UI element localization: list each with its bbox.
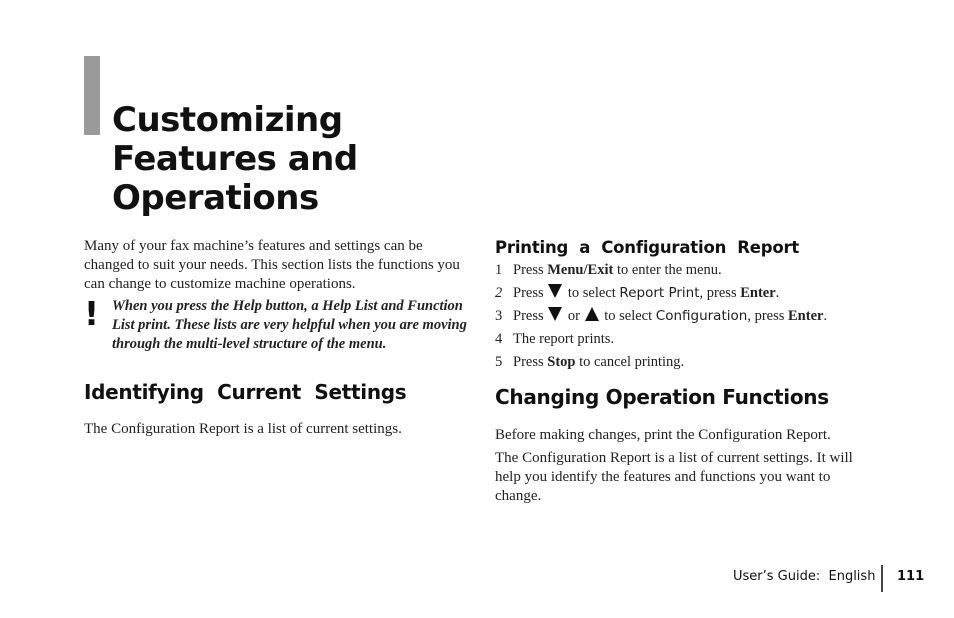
key-name: Menu/Exit bbox=[547, 262, 614, 278]
step-text: . bbox=[775, 285, 780, 301]
menu-option: Configuration bbox=[655, 308, 748, 324]
chapter-title-line: Features and bbox=[112, 139, 358, 179]
chapter-title-line: Customizing bbox=[112, 100, 343, 140]
step-text: to select bbox=[564, 285, 620, 301]
identifying-settings-body: The Configuration Report is a list of current settings. bbox=[84, 421, 402, 437]
identifying-settings-heading: Identifying Current Settings bbox=[84, 380, 407, 404]
key-name: Stop bbox=[547, 354, 576, 370]
step-text: The report prints. bbox=[513, 331, 615, 347]
page-number: 111 bbox=[897, 569, 925, 584]
step-text: to select bbox=[600, 308, 656, 324]
step-text: to cancel printing. bbox=[575, 354, 685, 370]
step-text: Press bbox=[513, 262, 548, 278]
step-number: 4 bbox=[495, 331, 503, 347]
chapter-title-line: Operations bbox=[112, 178, 319, 218]
step-item bbox=[495, 352, 827, 375]
up-arrow-key-icon bbox=[585, 307, 599, 321]
step-text: or bbox=[564, 308, 584, 324]
down-arrow-key-icon bbox=[548, 307, 562, 321]
step-item bbox=[495, 283, 827, 306]
printing-report-heading: Printing a Configuration Report bbox=[495, 238, 800, 257]
step-text: Press bbox=[513, 308, 548, 324]
step-text: Press bbox=[513, 354, 548, 370]
step-text: Press bbox=[513, 285, 548, 301]
footer-guide-label: User’s Guide: English bbox=[733, 569, 876, 584]
intro-paragraph: Many of your fax machine’s features and settings can be changed to suit your needs. This section lists the functions you can change to customize machine operations. bbox=[84, 238, 460, 292]
step-item bbox=[495, 329, 827, 352]
step-number: 2 bbox=[495, 285, 503, 301]
key-name: Enter bbox=[788, 308, 824, 324]
menu-option: Report Print bbox=[619, 285, 700, 301]
key-name: Enter bbox=[740, 285, 776, 301]
changing-functions-para2: The Configuration Report is a list of current settings. It will help you identify the features and functions you want to change. bbox=[495, 450, 853, 504]
changing-functions-para1: Before making changes, print the Configuration Report. bbox=[495, 427, 831, 443]
step-number: 5 bbox=[495, 354, 503, 370]
footer-divider bbox=[881, 565, 883, 592]
step-text: , press bbox=[747, 308, 789, 324]
step-item bbox=[495, 260, 827, 283]
step-item bbox=[495, 306, 827, 329]
step-number: 3 bbox=[495, 308, 503, 324]
changing-functions-heading: Changing Operation Functions bbox=[495, 385, 829, 409]
step-text: . bbox=[823, 308, 828, 324]
down-arrow-key-icon bbox=[548, 284, 562, 298]
note-text: When you press the Help button, a Help List and Function List print. These lists are very helpful when you are moving through the multi-level structure of the menu. bbox=[112, 298, 467, 352]
step-text: , press bbox=[699, 285, 741, 301]
chapter-marker-bar bbox=[84, 56, 100, 135]
exclamation-icon: ! bbox=[84, 294, 100, 333]
chapter-title bbox=[112, 101, 358, 218]
printing-steps-list bbox=[495, 260, 827, 375]
step-text: to enter the menu. bbox=[613, 262, 722, 278]
step-number: 1 bbox=[495, 262, 503, 278]
